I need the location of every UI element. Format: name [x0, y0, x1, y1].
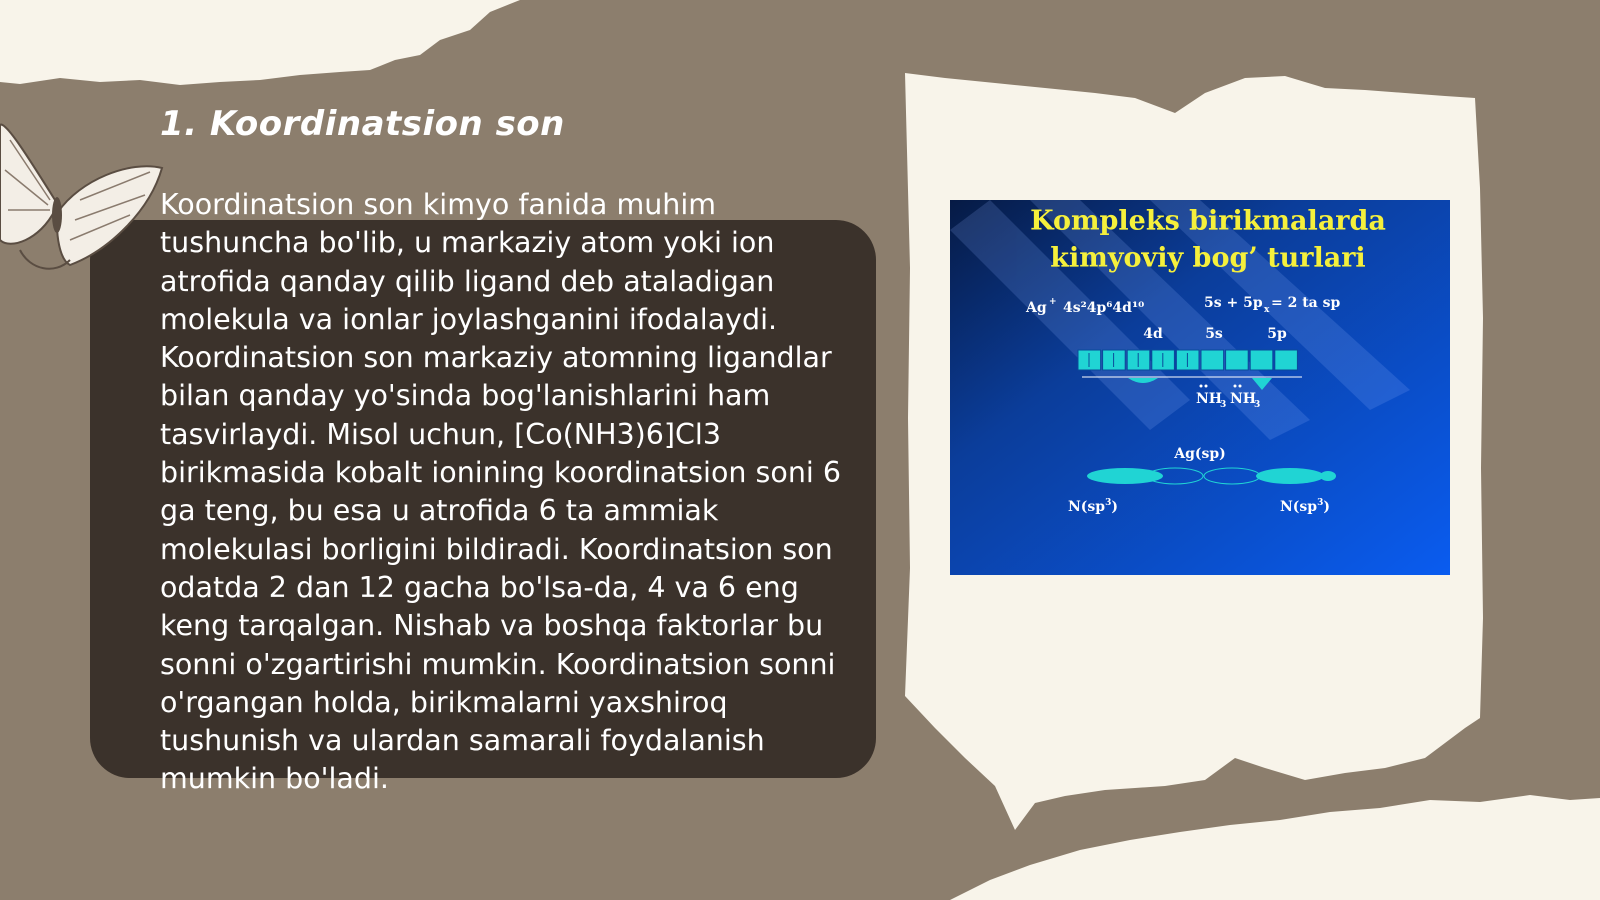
ligand-sub-2: 3: [1254, 400, 1261, 410]
ligand-label-2: NH: [1230, 391, 1257, 407]
body-text: Koordinatsion son kimyo fanida muhim tushuncha bo'lib, u markaziy atom yoki ion atrofida qanday qilib ligand deb ataladigan molekula va ionlar joylashganini ifodalaydi. Koordinatsion son markaziy atomning ligandlar bilan qanday yo'sinda bog'lanishlarini ham tasvirlaydi. Misol uchun, [Co(NH3)6]Cl3 birikmasida kobalt ionining koordinatsion soni 6 ga teng, bu esa u atrofida 6 ta ammiak molekulasi borligini bildiradi. Koordinatsion son odatda 2 dan 12 gacha bo'lsa-da, 4 va 6 eng keng tarqalgan. Nishab va boshqa faktorlar bu sonni o'zgartirishi mumkin. Koordinatsion sonni o'rgangan holda, birikmalarni yaxshiroq tushunish va ulardan samarali foydalanish mumkin bo'ladi.: [160, 188, 841, 796]
n-label-right: $N(sp^3)$: [1280, 498, 1330, 515]
orbital-box: [1275, 350, 1298, 370]
hybrid-sub: x: [1264, 305, 1270, 315]
torn-paper-top-left: [0, 0, 600, 110]
diagram-title-line1: Kompleks birikmalarda: [1030, 205, 1386, 237]
electron-config: 4s²4p⁶4d¹⁰: [1063, 300, 1145, 316]
ligand-label-1: NH: [1196, 391, 1223, 407]
hybrid-result: = 2 ta sp: [1271, 295, 1341, 311]
orbital-box: [1250, 350, 1273, 370]
slide-title: 1. Koordinatsion son: [160, 104, 565, 144]
hybrid-label: 5s + 5p: [1204, 295, 1263, 311]
n-label-left: $N(sp^3)$: [1068, 498, 1118, 515]
orbital-box: [1201, 350, 1224, 370]
ion-charge: +: [1049, 297, 1057, 307]
orbital-5s-label: 5s: [1205, 326, 1223, 342]
ion-label: Ag: [1026, 300, 1047, 316]
butterfly-icon: [0, 100, 170, 280]
diagram-title-line2: kimyoviy bog’ turlari: [1050, 242, 1366, 274]
orbital-4d-label: 4d: [1143, 326, 1163, 342]
orbital-5p-label: 5p: [1267, 326, 1287, 342]
orbital-box: [1226, 350, 1249, 370]
ligand-sub-1: 3: [1220, 400, 1227, 410]
hybridization-diagram: [950, 200, 1450, 575]
orbital-boxes: [1078, 350, 1297, 370]
bond-label: Ag(sp): [1174, 446, 1226, 462]
